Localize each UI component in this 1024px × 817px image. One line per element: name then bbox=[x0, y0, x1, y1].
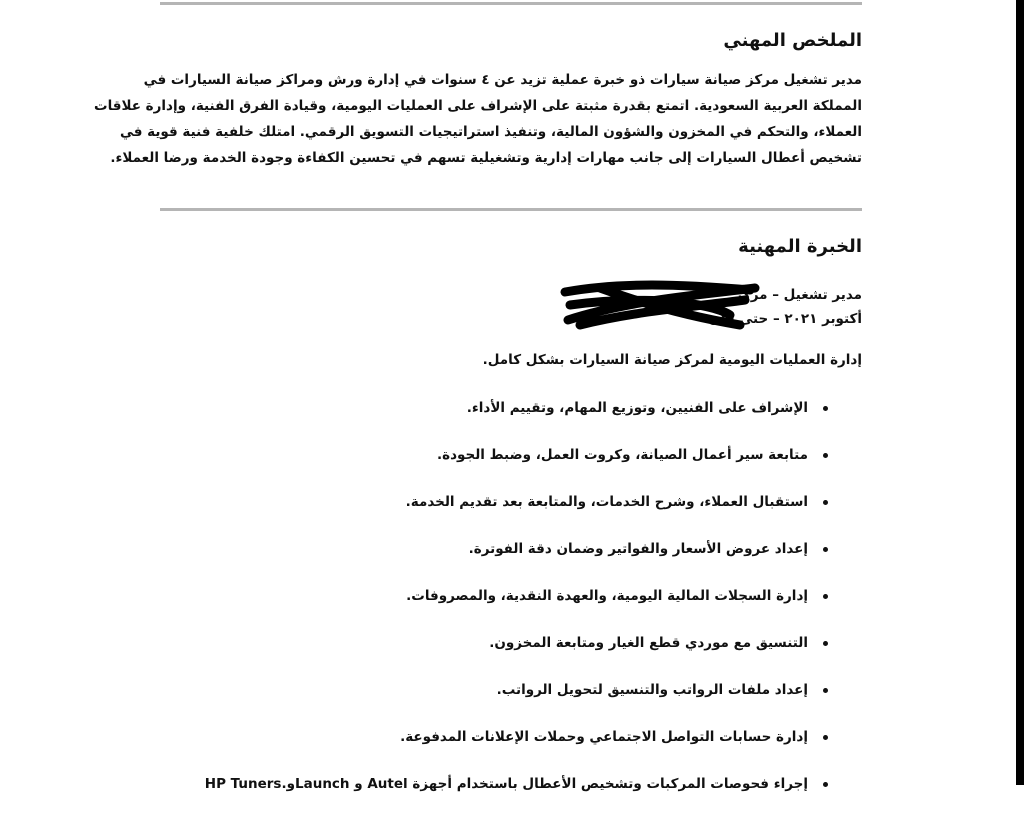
summary-line: المملكة العربية السعودية. اتمتع بقدرة مثبتة على الإشراف على العمليات اليومية، وقيادة الفرق الفنية، وإدارة علاقات bbox=[94, 98, 862, 114]
experience-heading: الخبرة المهنية bbox=[738, 236, 862, 257]
list-item bbox=[160, 535, 828, 582]
bullet-icon bbox=[823, 406, 828, 411]
screen-edge bbox=[1016, 0, 1024, 785]
bullet-icon bbox=[823, 735, 828, 740]
redaction-scribble bbox=[560, 280, 760, 330]
job-intro: إدارة العمليات اليومية لمركز صيانة السيارات بشكل كامل. bbox=[482, 352, 862, 368]
list-item bbox=[160, 582, 828, 629]
list-item bbox=[160, 441, 828, 488]
list-item bbox=[160, 394, 828, 441]
list-item-text: الإشراف على الفنيين، وتوزيع المهام، وتقييم الأداء. bbox=[466, 400, 808, 416]
bullet-icon bbox=[823, 688, 828, 693]
list-item bbox=[160, 488, 828, 535]
list-item-text: استقبال العملاء، وشرح الخدمات، والمتابعة بعد تقديم الخدمة. bbox=[405, 494, 808, 510]
job-intro-wrap bbox=[160, 347, 862, 373]
job-title: مدير تشغيل – مركز bbox=[734, 287, 862, 303]
bullet-icon bbox=[823, 453, 828, 458]
summary-section bbox=[160, 30, 862, 51]
experience-section bbox=[160, 236, 862, 257]
bullet-icon bbox=[823, 547, 828, 552]
list-item-text: إجراء فحوصات المركبات وتشخيص الأعطال باستخدام أجهزة Autel و Launchو.HP Tuners bbox=[204, 776, 808, 792]
bullet-icon bbox=[823, 594, 828, 599]
list-item-text: التنسيق مع موردي قطع الغيار ومتابعة المخزون. bbox=[489, 635, 808, 651]
list-item-text: إدارة حسابات التواصل الاجتماعي وحملات الإعلانات المدفوعة. bbox=[400, 729, 808, 745]
list-item bbox=[160, 676, 828, 723]
list-item-text: إعداد عروض الأسعار والفواتير وضمان دقة الفوترة. bbox=[468, 541, 808, 557]
summary-heading: الملخص المهني bbox=[723, 30, 862, 51]
list-item-text: متابعة سير أعمال الصيانة، وكروت العمل، وضبط الجودة. bbox=[436, 447, 808, 463]
list-item bbox=[160, 629, 828, 676]
job-dates: أكتوبر ٢٠٢١ – حتى الآن bbox=[708, 311, 862, 327]
list-item bbox=[160, 770, 828, 817]
list-item bbox=[160, 723, 828, 770]
summary-line: العملاء، والتحكم في المخزون والشؤون المالية، وتنفيذ استراتيجيات التسويق الرقمي. امتلك خلفية فنية قوية في bbox=[119, 124, 862, 140]
summary-line: تشخيص أعطال السيارات إلى جانب مهارات إدارية وتشغيلية تسهم في تحسين الكفاءة وجودة الخدمة ورضا العملاء. bbox=[110, 150, 862, 166]
summary-body bbox=[94, 67, 862, 171]
summary-line: مدير تشغيل مركز صيانة سيارات ذو خبرة عملية تزيد عن ٤ سنوات في إدارة ورش ومراكز صيانة السيارات في bbox=[143, 72, 862, 88]
divider-top bbox=[160, 2, 862, 5]
bullet-icon bbox=[823, 500, 828, 505]
responsibilities-list bbox=[160, 394, 828, 817]
list-item-text: إعداد ملفات الرواتب والتنسيق لتحويل الرواتب. bbox=[496, 682, 808, 698]
bullet-icon bbox=[823, 641, 828, 646]
divider-middle bbox=[160, 208, 862, 211]
list-item-text: إدارة السجلات المالية اليومية، والعهدة النقدية، والمصروفات. bbox=[406, 588, 808, 604]
